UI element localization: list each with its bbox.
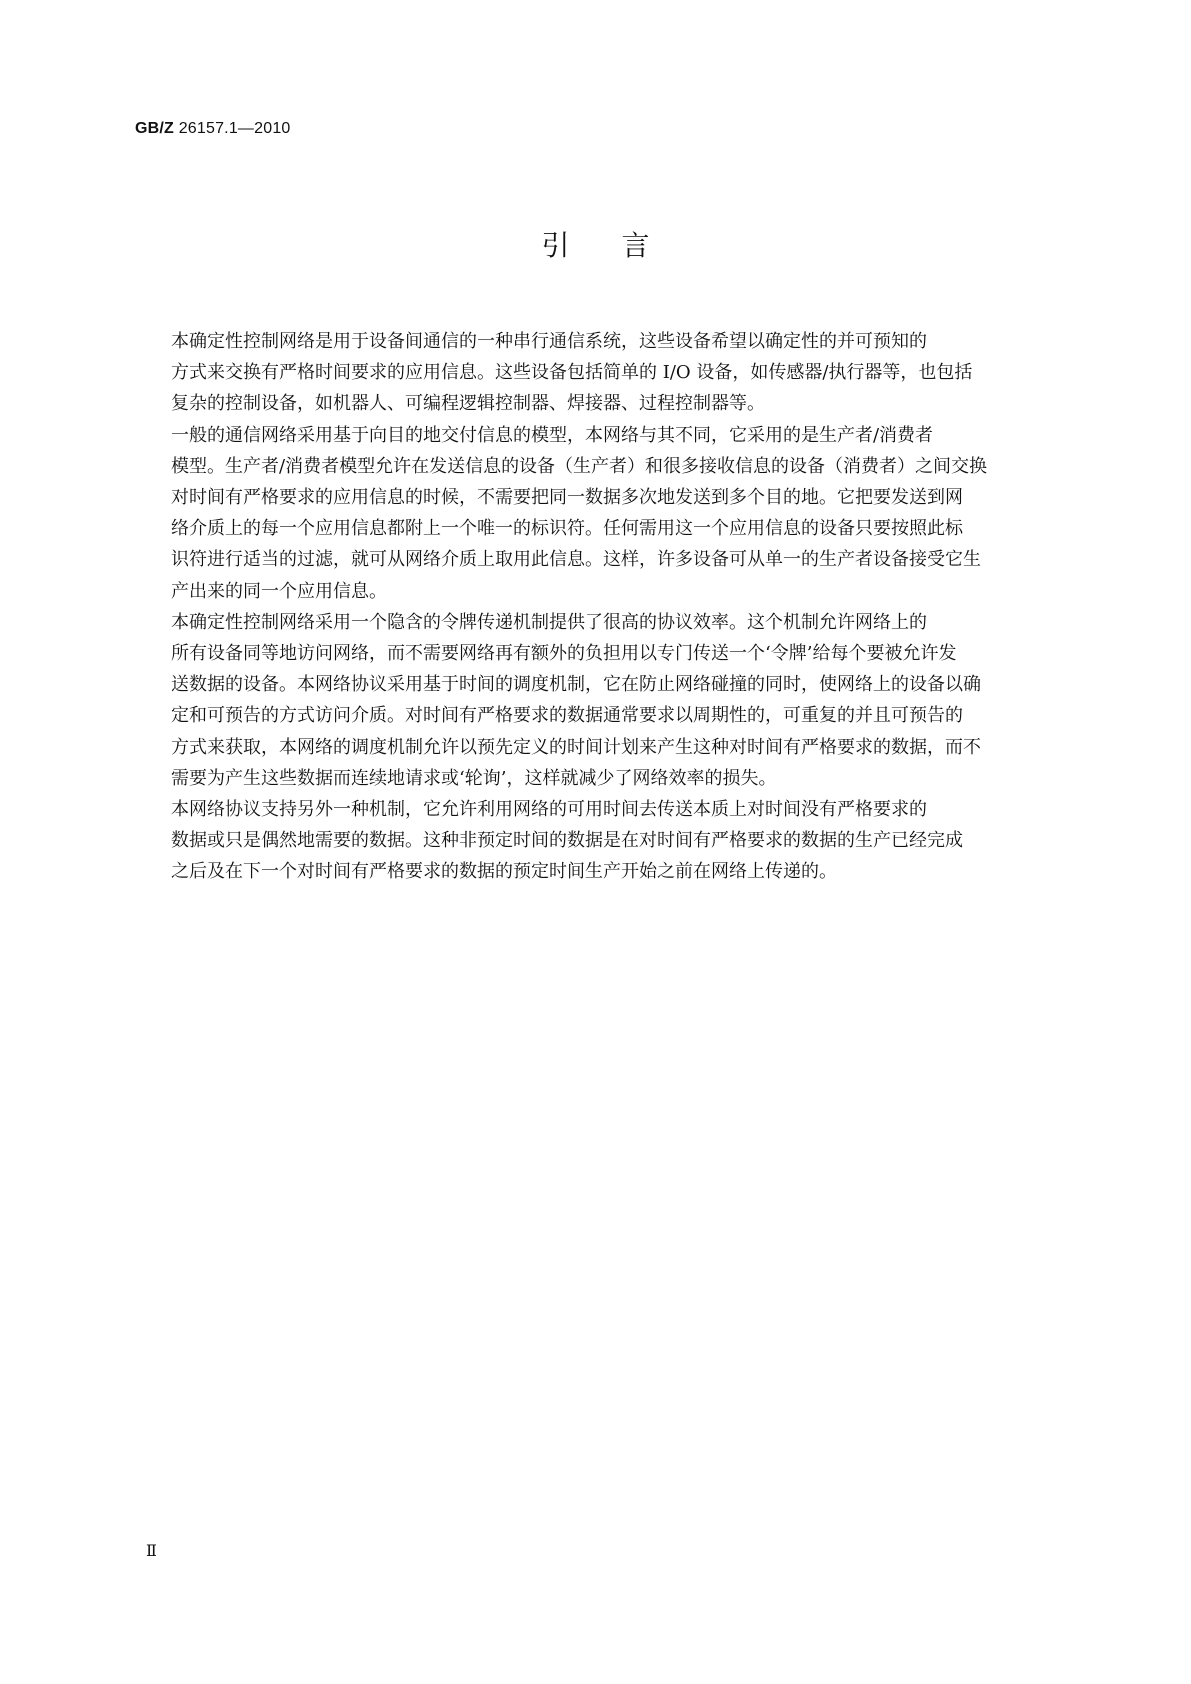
text-line: 本确定性控制网络是用于设备间通信的一种串行通信系统，这些设备希望以确定性的并可预知的 (171, 331, 927, 352)
text-line: 所有设备同等地访问网络，而不需要网络再有额外的负担用以专门传送一个‘令牌’给每个要被允许发 (171, 643, 957, 665)
text-line: 络介质上的每一个应用信息都附上一个唯一的标识符。任何需用这一个应用信息的设备只要按照此标 (171, 518, 963, 540)
paragraph-1 (135, 326, 1055, 420)
text-line: 复杂的控制设备，如机器人、可编程逻辑控制器、焊接器、过程控制器等。 (171, 393, 765, 415)
text-line: 本网络协议支持另外一种机制，它允许利用网络的可用时间去传送本质上对时间没有严格要求的 (171, 799, 927, 821)
paragraph-4 (135, 794, 1055, 888)
paragraph-2 (135, 420, 1055, 607)
paragraph-3 (135, 607, 1055, 794)
standard-prefix: GB/Z (135, 120, 175, 137)
text-line: 对时间有严格要求的应用信息的时候，不需要把同一数据多次地发送到多个目的地。它把要发送到网 (171, 487, 963, 509)
text-line: 一般的通信网络采用基于向目的地交付信息的模型，本网络与其不同，它采用的是生产者/消费者 (171, 424, 934, 446)
text-line: 之后及在下一个对时间有严格要求的数据的预定时间生产开始之前在网络上传递的。 (171, 861, 837, 883)
text-line: 定和可预告的方式访问介质。对时间有严格要求的数据通常要求以周期性的，可重复的并且可预告的 (171, 705, 963, 727)
text-line: 本确定性控制网络采用一个隐含的令牌传递机制提供了很高的协议效率。这个机制允许网络上的 (171, 611, 927, 633)
body-text (135, 326, 1055, 888)
text-line: 方式来获取，本网络的调度机制允许以预先定义的时间计划来产生这种对时间有严格要求的数据，而不 (171, 736, 981, 758)
text-line: 数据或只是偶然地需要的数据。这种非预定时间的数据是在对时间有严格要求的数据的生产已经完成 (171, 830, 963, 852)
text-line: 识符进行适当的过滤，就可从网络介质上取用此信息。这样，许多设备可从单一的生产者设备接受它生 (171, 549, 981, 571)
text-line: 模型。生产者/消费者模型允许在发送信息的设备（生产者）和很多接收信息的设备（消费者）之间交换 (171, 455, 988, 477)
text-line: 产出来的同一个应用信息。 (171, 580, 387, 602)
text-line: 送数据的设备。本网络协议采用基于时间的调度机制，它在防止网络碰撞的同时，使网络上的设备以确 (171, 674, 981, 696)
page-number: Ⅱ (146, 1541, 157, 1560)
section-title: 引言 (541, 229, 702, 262)
standard-number: 26157.1—2010 (178, 120, 291, 137)
text-line: 需要为产生这些数据而连续地请求或‘轮询’，这样就减少了网络效率的损失。 (171, 767, 777, 789)
text-line: 方式来交换有严格时间要求的应用信息。这些设备包括简单的 I/O 设备，如传感器/执行器等，也包括 (171, 362, 973, 384)
standard-number-header (135, 120, 291, 138)
